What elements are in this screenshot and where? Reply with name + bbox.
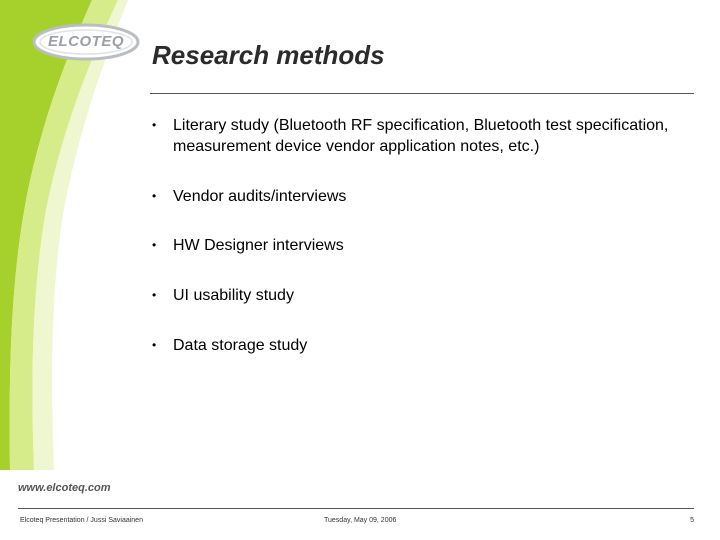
bullet-item [152,235,700,256]
footer-divider [18,508,694,509]
bullet-text: Data storage study [173,337,308,354]
bullet-item [152,285,700,306]
elcoteq-logo [32,22,140,62]
bullet-dot-icon: • [152,238,157,252]
bullet-item [152,186,700,207]
bullet-text: UI usability study [173,287,294,304]
footer-page-number: 5 [690,517,694,524]
footer-presenter: Elcoteq Presentation / Jussi Saviaainen [20,517,143,524]
title-divider [150,93,694,94]
website-url: www.elcoteq.com [18,482,111,494]
bullet-item [152,115,700,157]
bullet-text: Literary study (Bluetooth RF specification, Bluetooth test specification, measurement device vendor application notes, etc.) [173,117,669,155]
bullet-text: Vendor audits/interviews [173,188,347,205]
footer-date: Tuesday, May 09, 2006 [324,517,397,524]
logo-wordmark: ELCOTEQ [47,33,124,50]
slide-title: Research methods [152,40,385,70]
bullet-dot-icon: • [152,338,157,352]
bullet-item [152,335,700,356]
bullet-dot-icon: • [152,288,157,302]
green-swoosh-decoration [0,0,150,470]
bullet-dot-icon: • [152,118,157,132]
bullet-text: HW Designer interviews [173,237,344,254]
bullet-dot-icon: • [152,189,157,203]
